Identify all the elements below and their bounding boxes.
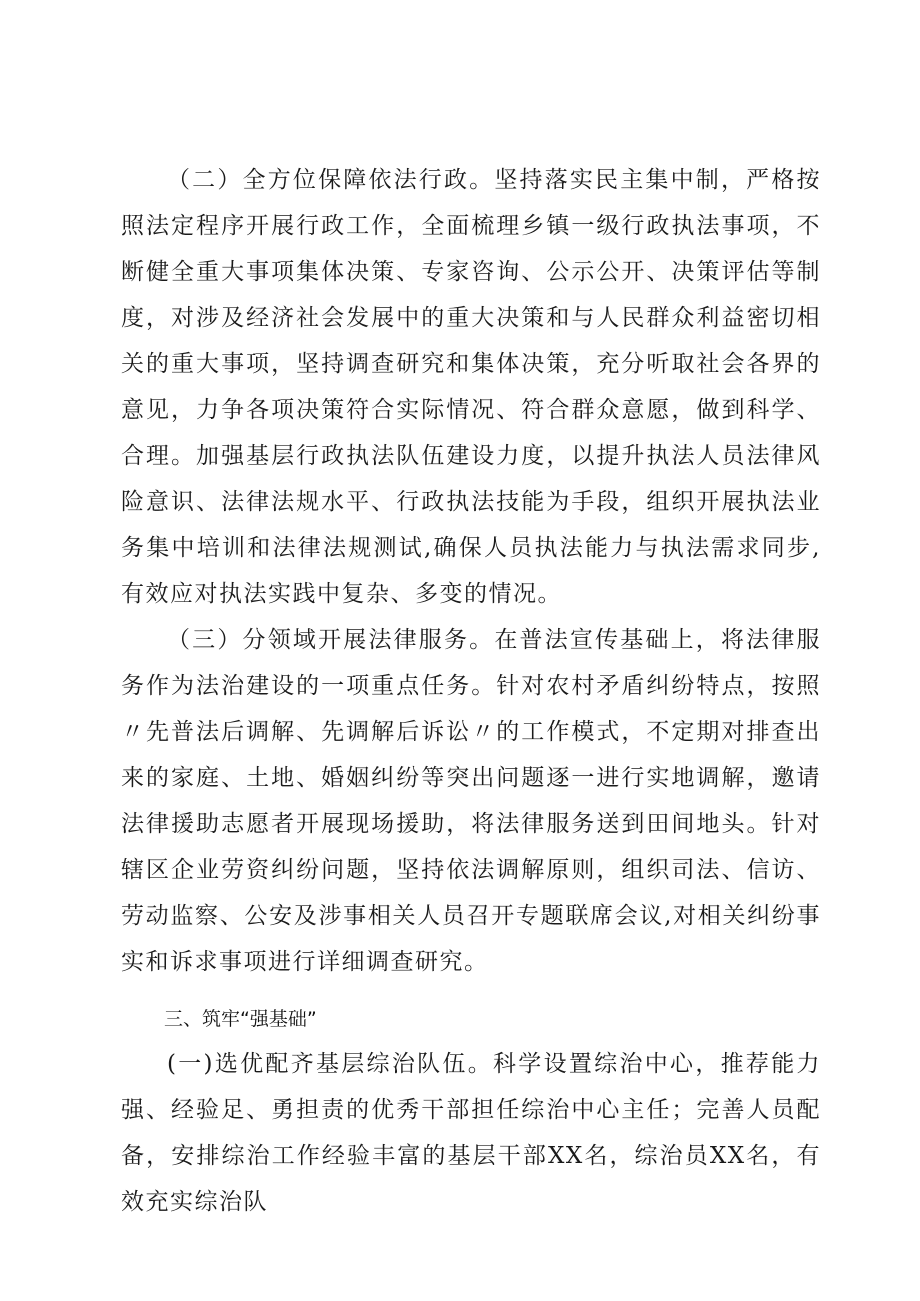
paragraph-law-administration: （二）全方位保障依法行政。坚持落实民主集中制，严格按照法定程序开展行政工作，全面梳理乡镇一级行政执法事项，不断健全重大事项集体决策、专家咨询、公示公开、决策评估等制度，对涉及经济社会发展中的重大决策和与人民群众利益密切相关的重大事项，坚持调查研究和集体决策，充分听取社会各界的意见，力争各项决策符合实际情况、符合群众意愿，做到科学、合理。加强基层行政执法队伍建设力度，以提升执法人员法律风险意识、法律法规水平、行政执法技能为手段，组织开展执法业务集中培训和法律法规测试,确保人员执法能力与执法需求同步,有效应对执法实践中复杂、多变的情况。 [121,167,821,607]
document-body [121,157,821,1225]
paragraph-legal-services: （三）分领域开展法律服务。在普法宣传基础上，将法律服务作为法治建设的一项重点任务。针对农村矛盾纠纷特点，按照〃先普法后调解、先调解后诉讼〃的工作模式，不定期对排查出来的家庭、土地、婚姻纠纷等突出问题逐一进行实地调解，邀请法律援助志愿者开展现场援助，将法律服务送到田间地头。针对辖区企业劳资纠纷问题，坚持依法调解原则，组织司法、信访、劳动监察、公安及涉事相关人员召开专题联席会议,对相关纠纷事实和诉求事项进行详细调查研究。 [121,627,821,975]
paragraph-grassroots-team: (一)选优配齐基层综治队伍。科学设置综治中心，推荐能力强、经验足、勇担责的优秀干部担任综治中心主任；完善人员配备，安排综治工作经验丰富的基层干部XX名，综治员XX名，有效充实综治队 [121,1051,821,1215]
section-heading: 三、筑牢“强基础” [164,1008,317,1030]
